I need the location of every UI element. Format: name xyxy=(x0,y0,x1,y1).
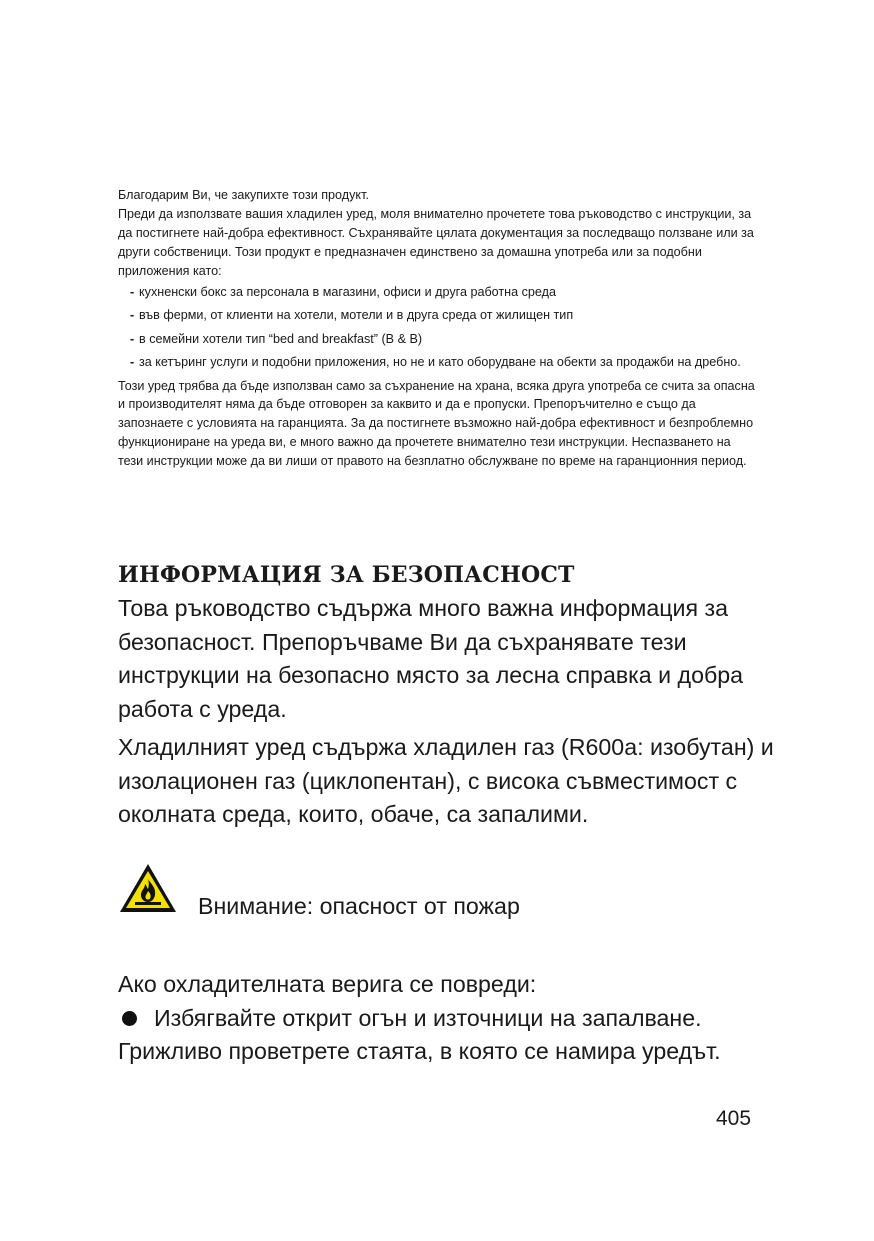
refrigerant-paragraph: Хладилният уред съдържа хладилен газ (R600a: изобутан) и изолационен газ (циклопентан), с висока съвместимост с околната среда, които, обаче, са запалими. xyxy=(118,734,774,827)
damage-intro: Ако охладителната верига се повреди: xyxy=(118,971,537,997)
usage-list xyxy=(118,283,758,372)
intro-section xyxy=(118,186,758,471)
ventilate-paragraph: Грижливо проветрете стаята, в която се намира уредът. xyxy=(118,1038,721,1064)
warning-text: Внимание: опасност от пожар xyxy=(198,893,520,919)
list-item: - във ферми, от клиенти на хотели, мотели и в друга среда от жилищен тип xyxy=(130,308,574,323)
bullet-dot-icon xyxy=(122,1011,137,1026)
list-item: - кухненски бокс за персонала в магазини, офиси и друга работна среда xyxy=(130,284,556,299)
fire-warning xyxy=(118,862,718,918)
intro-paragraph: Преди да използвате вашия хладилен уред, моля внимателно прочетете това ръководство с инструкции, за да постигнете най-добра ефективност. Съхранявайте цялата документация за последващо ползване или за други собственици. Този продукт е предназначен единствено за домашна употреба или за подобни приложения като: xyxy=(118,206,754,278)
fire-warning-icon xyxy=(118,862,178,914)
safety-heading: ИНФОРМАЦИЯ ЗА БЕЗОПАСНОСТ xyxy=(118,562,575,588)
damage-instructions xyxy=(118,968,778,1069)
page-number: 405 xyxy=(716,1107,752,1130)
list-item: - в семейни хотели тип “bed and breakfast” (B & B) xyxy=(130,331,423,346)
list-item: - за кетъринг услуги и подобни приложения, но не и като оборудване на обекти за продажби на дребно. xyxy=(130,355,741,370)
safety-paragraph: Това ръководство съдържа много важна информация за безопасност. Препоръчваме Ви да съхранявате тези инструкции на безопасно място за лесна справка и добра работа с уреда. xyxy=(118,595,744,722)
list-item: Избягвайте открит огън и източници на запалване. xyxy=(118,1002,778,1036)
refrigerant-info xyxy=(118,731,778,832)
safety-intro xyxy=(118,592,778,726)
usage-paragraph: Този уред трябва да бъде използван само за съхранение на храна, всяка друга употреба се счита за опасна и производителят няма да бъде отговорен за каквито и да е пропуски. Препоръчително е също да запознаете с условията на гаранцията. За да постигнете възможно най-добра ефективност и безпроблемно функциониране на уреда ви, е много важно да прочетете внимателно тези инструкции. Неспазването на тези инструкции може да ви лиши от правото на безплатно обслужване по време на гаранционния период. xyxy=(118,378,755,469)
thanks-line: Благодарим Ви, че закупихте този продукт. xyxy=(118,188,369,202)
